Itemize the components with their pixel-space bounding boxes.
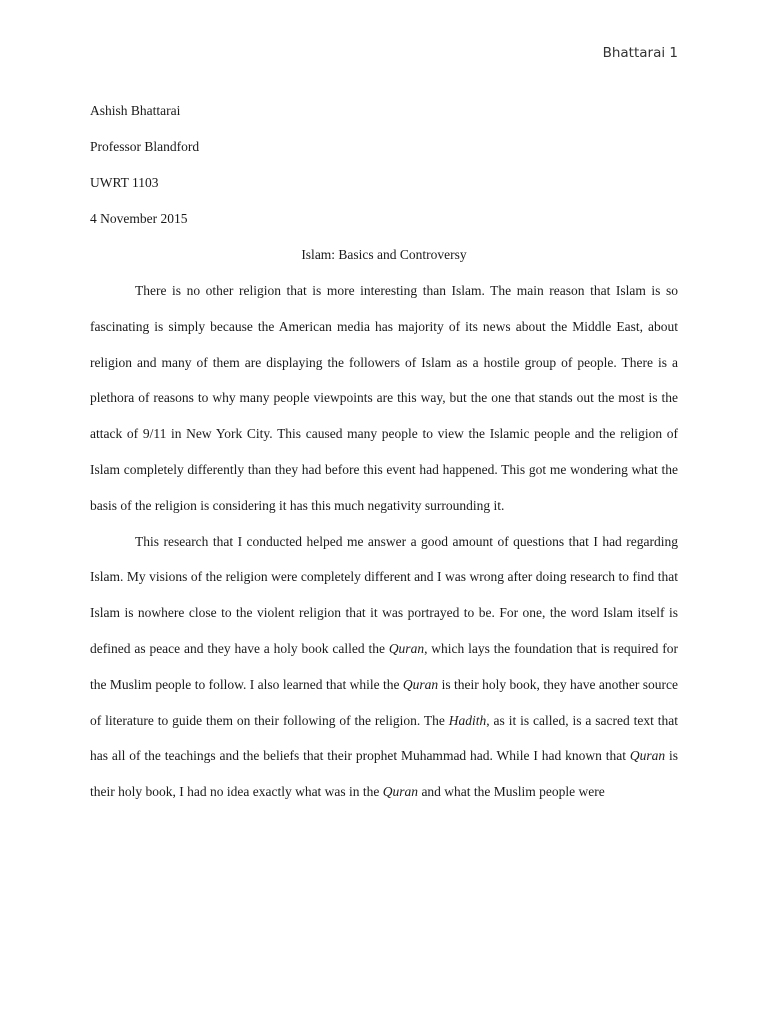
author-name: Ashish Bhattarai — [90, 103, 181, 118]
italic-title-text: Quran — [629, 748, 666, 764]
course-code: UWRT 1103 — [90, 175, 159, 190]
paragraph-text: , which lays the foundation that is required for the Muslim people to follow. I also learned that while the — [90, 640, 678, 692]
paragraph-text: , as it is called, is a sacred text that has all of the teachings and the beliefs that their prophet Muhammad had. While I had known that — [90, 712, 679, 764]
italic-title-text: Quran — [382, 784, 419, 800]
paragraph-text: This research that I conducted helped me answer a good amount of questions that I had regarding Islam. My visions of the religion were completely different and I was wrong after doing research to find that Islam is nowhere close to the violent religion that it was portrayed to be. For one, the word Islam itself is defined as peace and they have a holy book called the — [90, 533, 678, 656]
essay-title: Islam: Basics and Controversy — [301, 247, 467, 262]
body-paragraph — [90, 273, 678, 524]
paragraph-text: There is no other religion that is more interesting than Islam. The main reason that Islam is so fascinating is simply because the American media has majority of its news about the Middle East, about religion and many of them are displaying the followers of Islam as a hostile group of people. There is a plethora of reasons to why many people viewpoints are this way, but the one that stands out the most is the attack of 9/11 in New York City. This caused many people to view the Islamic people and the religion of Islam completely differently than they had before this event had happened. This got me wondering what the basis of the religion is considering it has this much negativity surrounding it. — [90, 283, 678, 513]
italic-title-text: Quran — [388, 640, 425, 656]
essay-body — [90, 93, 678, 810]
italic-title-text: Quran — [402, 676, 439, 692]
essay-date: 4 November 2015 — [90, 211, 188, 226]
paragraph-text: is their holy book, I had no idea exactly what was in the — [90, 748, 678, 800]
paragraph-text: is their holy book, they have another source of literature to guide them on their following of the religion. The — [90, 676, 678, 728]
paragraph-text: and what the Muslim people were — [418, 784, 605, 800]
running-head: Bhattarai 1 — [602, 45, 678, 61]
mla-header — [90, 93, 678, 237]
body-paragraph — [90, 524, 678, 810]
paragraphs — [90, 273, 678, 810]
italic-title-text: Hadith — [448, 712, 487, 728]
professor-name: Professor Blandford — [90, 139, 200, 154]
